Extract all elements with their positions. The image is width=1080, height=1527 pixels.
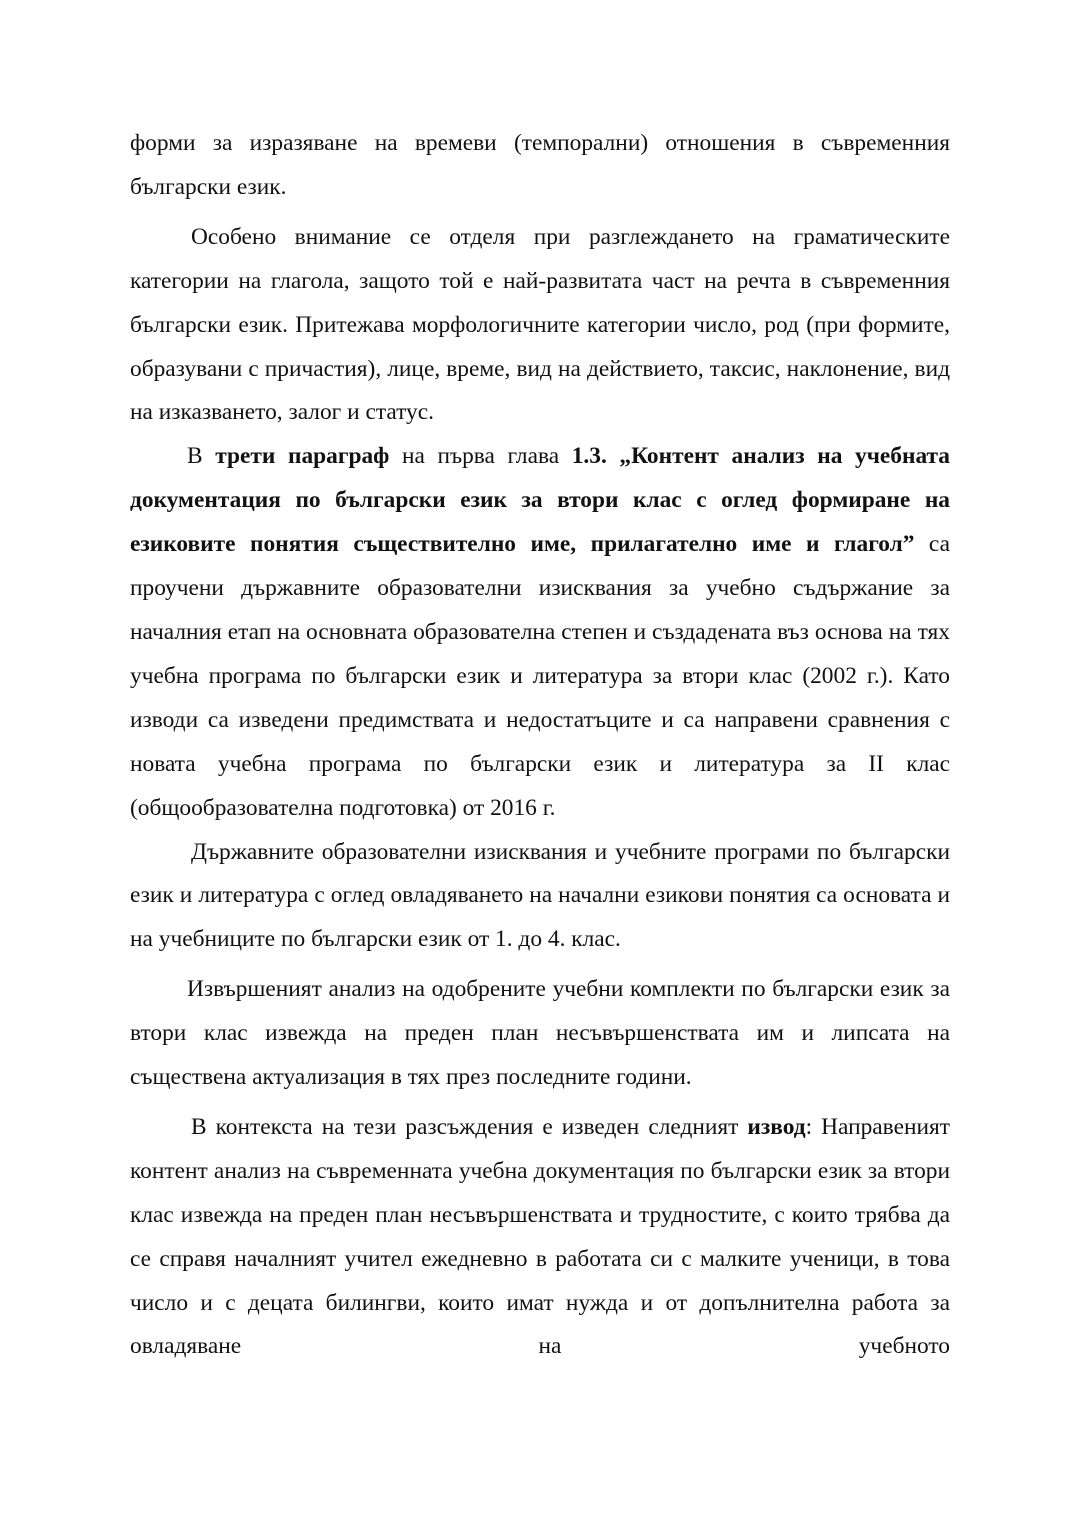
text-run: са проучени държавните образователни изисквания за учебно съдържание за началния етап на основната образователна степен и създадената въз основа на тях учебна програма по български език и литература за втори клас (2002 г.). Като изводи са изведени предимствата и недостатъците и са направени сравнения с новата учебна програма по български език и литература за II клас (общообразователна подготовка) от 2016 г. [130, 531, 950, 821]
text-run: В контекста на тези разсъждения е изведен следният [191, 1113, 748, 1140]
paragraph-third-section [130, 435, 950, 830]
text-run: на първа глава [389, 443, 572, 470]
paragraph-conclusion [130, 1106, 950, 1369]
paragraph-verb-categories: Особено внимание се отделя при разглеждането на граматическите категории на глагола, защото той е най-развитата част на речта в съвременния български език. Притежава морфологичните категории число, род (при формите, образувани с причастия), лице, време, вид на действието, таксис, наклонение, вид на изказването, залог и статус. [130, 223, 950, 426]
bold-term-conclusion: извод [747, 1113, 806, 1140]
bold-section-title: 1.3. „Контент анализ на учебната документация по български език за втори клас с оглед формиране на езиковите понятия съществително име, прилагателно име и глагол” [130, 443, 950, 558]
document-page [130, 122, 950, 1369]
text-run: В [187, 443, 216, 470]
bold-term-third-paragraph: трети параграф [215, 443, 390, 470]
paragraph-state-requirements: Държавните образователни изисквания и учебните програми по български език и литература с оглед овладяването на начални езикови понятия са основата и на учебниците по български език от 1. до 4. клас. [130, 838, 950, 953]
paragraph-analysis: Извършеният анализ на одобрените учебни комплекти по български език за втори клас извежда на преден план несъвършенствата им и липсата на съществена актуализация в тях през последните години. [130, 976, 950, 1091]
paragraph-continuation: форми за изразяване на времеви (темпорални) отношения в съвременния български език. [130, 130, 950, 200]
text-run: : Направеният контент анализ на съвременната учебна документация по български език за втори клас извежда на преден план несъвършенствата и трудностите, с които трябва да се справя началният учител ежедневно в работата си с малките ученици, в това число и с децата билингви, които имат нужда и от допълнителна работа за овладяване на учебното [130, 1113, 950, 1360]
